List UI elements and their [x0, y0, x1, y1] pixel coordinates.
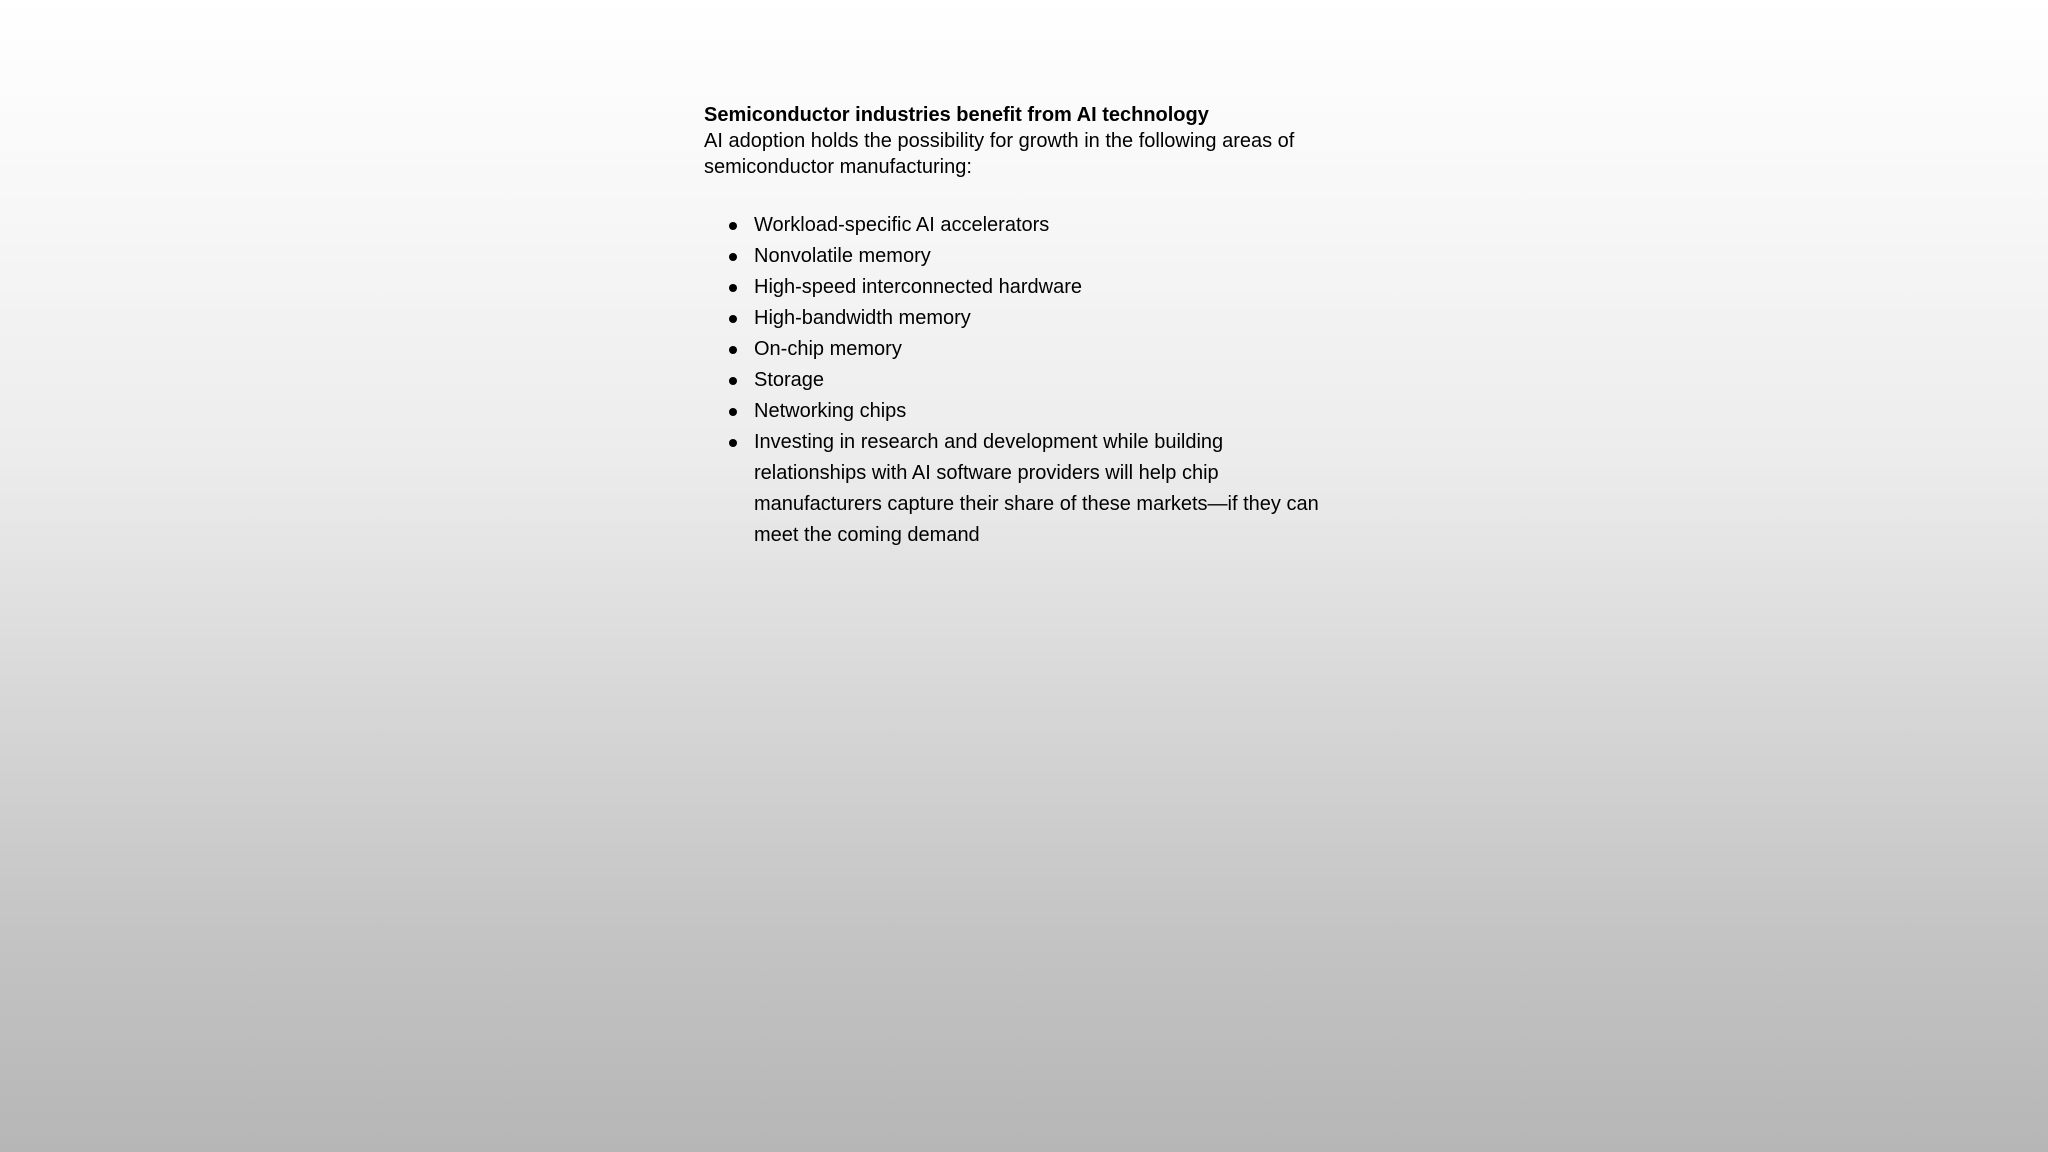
bullet-text: On-chip memory	[754, 338, 902, 360]
slide-text-box	[704, 102, 1344, 551]
bullet-text: Networking chips	[754, 400, 907, 422]
bullet-text: Nonvolatile memory	[754, 245, 931, 267]
bullet-dot-icon	[729, 408, 737, 416]
bullet-dot-icon	[729, 253, 737, 261]
bullet-dot-icon	[729, 439, 737, 447]
bullet-item	[704, 210, 1334, 241]
bullet-item	[704, 334, 1334, 365]
bullet-item	[704, 396, 1334, 427]
bullet-dot-icon	[729, 377, 737, 385]
bullet-dot-icon	[729, 315, 737, 323]
bullet-item	[704, 241, 1334, 272]
bullet-item	[704, 365, 1334, 396]
slide-intro: AI adoption holds the possibility for growth in the following areas of semiconductor manufacturing:	[704, 130, 1295, 178]
bullet-list	[704, 210, 1344, 551]
bullet-text: Storage	[754, 369, 825, 391]
bullet-dot-icon	[729, 346, 737, 354]
bullet-text: Workload-specific AI accelerators	[754, 214, 1050, 236]
bullet-text: High-speed interconnected hardware	[754, 276, 1082, 298]
bullet-text: High-bandwidth memory	[754, 307, 971, 329]
bullet-item	[704, 272, 1334, 303]
slide-heading: Semiconductor industries benefit from AI technology	[704, 104, 1209, 126]
bullet-dot-icon	[729, 284, 737, 292]
bullet-dot-icon	[729, 222, 737, 230]
bullet-item	[704, 303, 1334, 334]
bullet-text: Investing in research and development while building relationships with AI software providers will help chip manufacturers capture their share of these markets—if they can meet the coming demand	[754, 431, 1319, 546]
bullet-item	[704, 427, 1334, 551]
